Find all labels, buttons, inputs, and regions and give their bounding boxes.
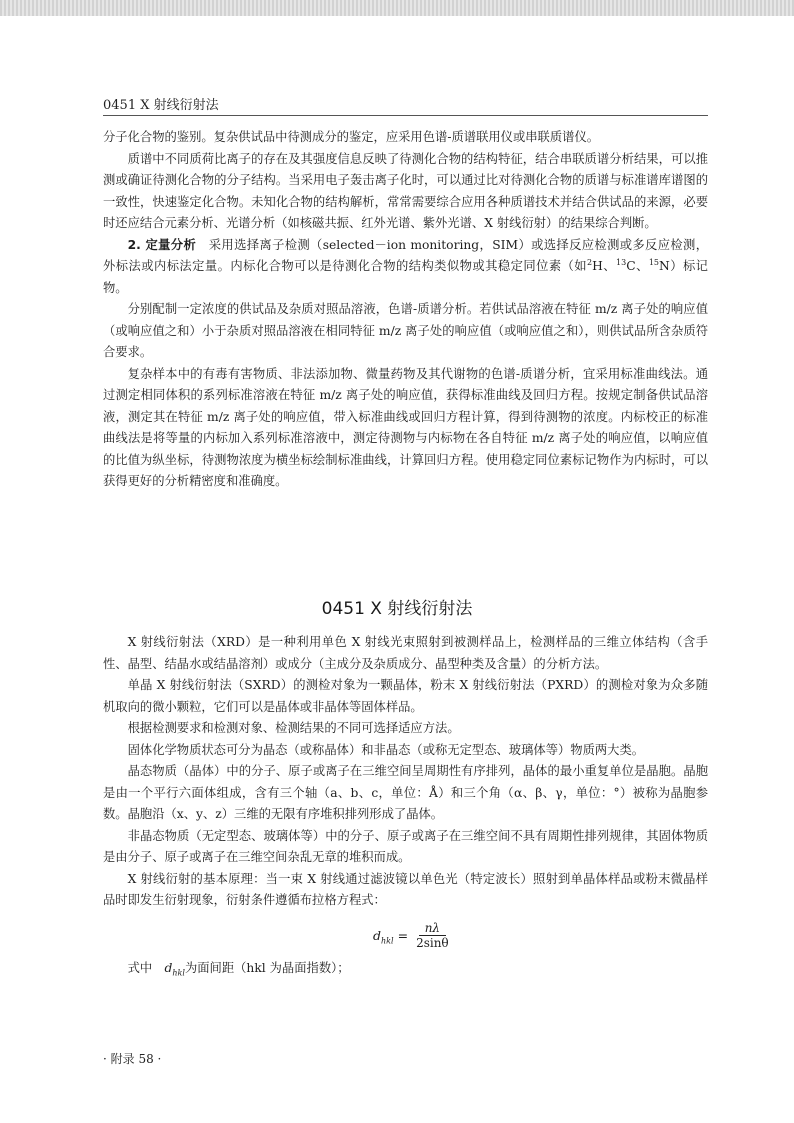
- paragraph: 分别配制一定浓度的供试品及杂质对照品溶液，色谱-质谱分析。若供试品溶液在特征 m/z 离子处的响应值（或响应值之和）小于杂质对照品溶液在相同特征 m/z 离子处的响应值（或响应值之和），则供试品所含杂质符合要求。: [103, 302, 708, 359]
- paragraph: X 射线衍射的基本原理：当一束 X 射线通过滤波镜以单色光（特定波长）照射到单晶体样品或粉末微晶样品时即发生衍射现象，衍射条件遵循布拉格方程式：: [103, 871, 708, 907]
- text-run: C、: [626, 259, 649, 273]
- page-number: · 附录 58 ·: [103, 1052, 162, 1066]
- section-title: 0451 X 射线衍射法: [321, 599, 473, 619]
- formula-var: d: [373, 927, 382, 943]
- paragraph: 质谱中不同质荷比离子的存在及其强度信息反映了待测化合物的结构特征，结合串联质谱分析结果，可以推测或确证待测化合物的分子结构。当采用电子轰击离子化时，可以通过比对待测化合物的质谱与标准谱库谱图的一致性，快速鉴定化合物。未知化合物的结构解析，常常需要综合应用各种质谱技术并结合供试品的来源，必要时还应结合元素分析、光谱分析（如核磁共振、红外光谱、紫外光谱、X 射线衍射）的结果综合判断。: [103, 151, 708, 230]
- bragg-equation: [103, 920, 708, 952]
- formula-sub: hkl: [381, 936, 394, 946]
- formula-denominator: 2sinθ: [416, 936, 449, 950]
- isotope-mass: 15: [648, 257, 659, 267]
- paragraph: X 射线衍射法（XRD）是一种利用单色 X 射线光束照射到被测样品上，检测样品的三维立体结构（含手性、晶型、结晶水或结晶溶剂）或成分（主成分及杂质成分、晶型种类及含量）的分析方法。: [103, 635, 708, 671]
- formula-fraction: [412, 921, 453, 950]
- where-line: [103, 958, 708, 980]
- formula-equals: =: [397, 927, 409, 943]
- paragraph: 固体化学物质状态可分为晶态（或称晶体）和非晶态（或称无定型态、玻璃体等）物质两大类。: [127, 742, 645, 757]
- scan-edge-strip: [0, 0, 794, 16]
- paragraph: 根据检测要求和检测对象、检测结果的不同可选择适应方法。: [127, 721, 460, 735]
- where-var: d: [164, 960, 173, 975]
- paragraph: 单晶 X 射线衍射法（SXRD）的测检对象为一颗晶体，粉末 X 射线衍射法（PXRD）的测检对象为众多随机取向的微小颗粒，它们可以是晶体或非晶体等固体样品。: [103, 678, 708, 714]
- paragraph-lead: 2. 定量分析: [127, 237, 197, 252]
- text-run: H、: [592, 259, 617, 273]
- formula: [373, 920, 453, 952]
- paragraph: 分子化合物的鉴别。复杂供试品中待测成分的鉴定，应采用色谱-质谱联用仪或串联质谱仪。: [103, 130, 600, 144]
- isotope-mass: 2: [587, 257, 593, 267]
- where-text: 为面间距（hkl 为晶面指数）；: [184, 960, 350, 975]
- paragraph: 晶态物质（晶体）中的分子、原子或离子在三维空间呈周期性有序排列，晶体的最小重复单位是晶胞。晶胞是由一个平行六面体组成，含有三个轴（a、b、c，单位：Å）和三个角（α、β、γ，单位：°）被称为晶胞参数。晶胞沿（x、y、z）三维的无限有序堆积排列形成了晶体。: [103, 764, 708, 821]
- where-prefix: 式中: [127, 960, 165, 975]
- running-header: 0451 X 射线衍射法: [103, 98, 219, 113]
- previous-section-text: [103, 127, 708, 493]
- paragraph: 非晶态物质（无定型态、玻璃体等）中的分子、原子或离子在三维空间不具有周期性排列规律，其固体物质是由分子、原子或离子在三维空间杂乱无章的堆积而成。: [103, 828, 708, 864]
- text-run: 采用选择离子检测（selected－ion monitoring，SIM）或选择反应检测或多反应检测，外标法或内标法定量。内标化合物可以是待测化合物的结构类似物或其稳定同位素（如: [103, 237, 708, 273]
- paragraph: 复杂样本中的有毒有害物质、非法添加物、微量药物及其代谢物的色谱-质谱分析，宜采用标准曲线法。通过测定相同体积的系列标准溶液在特征 m/z 离子处的响应值，获得标准曲线及回归方程。按规定制备供试品溶液，测定其在特征 m/z 离子处的响应值，带入标准曲线或回归方程计算，得到待测物的浓度。内标校正的标准曲线法是将等量的内标加入系列标准溶液中，测定待测物与内标物在各自特征 m/z 离子处的响应值，以响应值的比值为纵坐标，待测物浓度为横坐标绘制标准曲线，计算回归方程。使用稳定同位素标记物作为内标时，可以获得更好的分析精密度和准确度。: [103, 366, 708, 488]
- paragraph-quantitative: [103, 235, 708, 300]
- where-sub: hkl: [172, 967, 185, 977]
- header-rule: [103, 115, 708, 116]
- text-run: N）标记物。: [103, 259, 708, 295]
- isotope-mass: 13: [616, 257, 627, 267]
- formula-lhs: [373, 925, 394, 947]
- formula-numerator: nλ: [419, 921, 446, 936]
- xrd-section-text: [103, 632, 708, 979]
